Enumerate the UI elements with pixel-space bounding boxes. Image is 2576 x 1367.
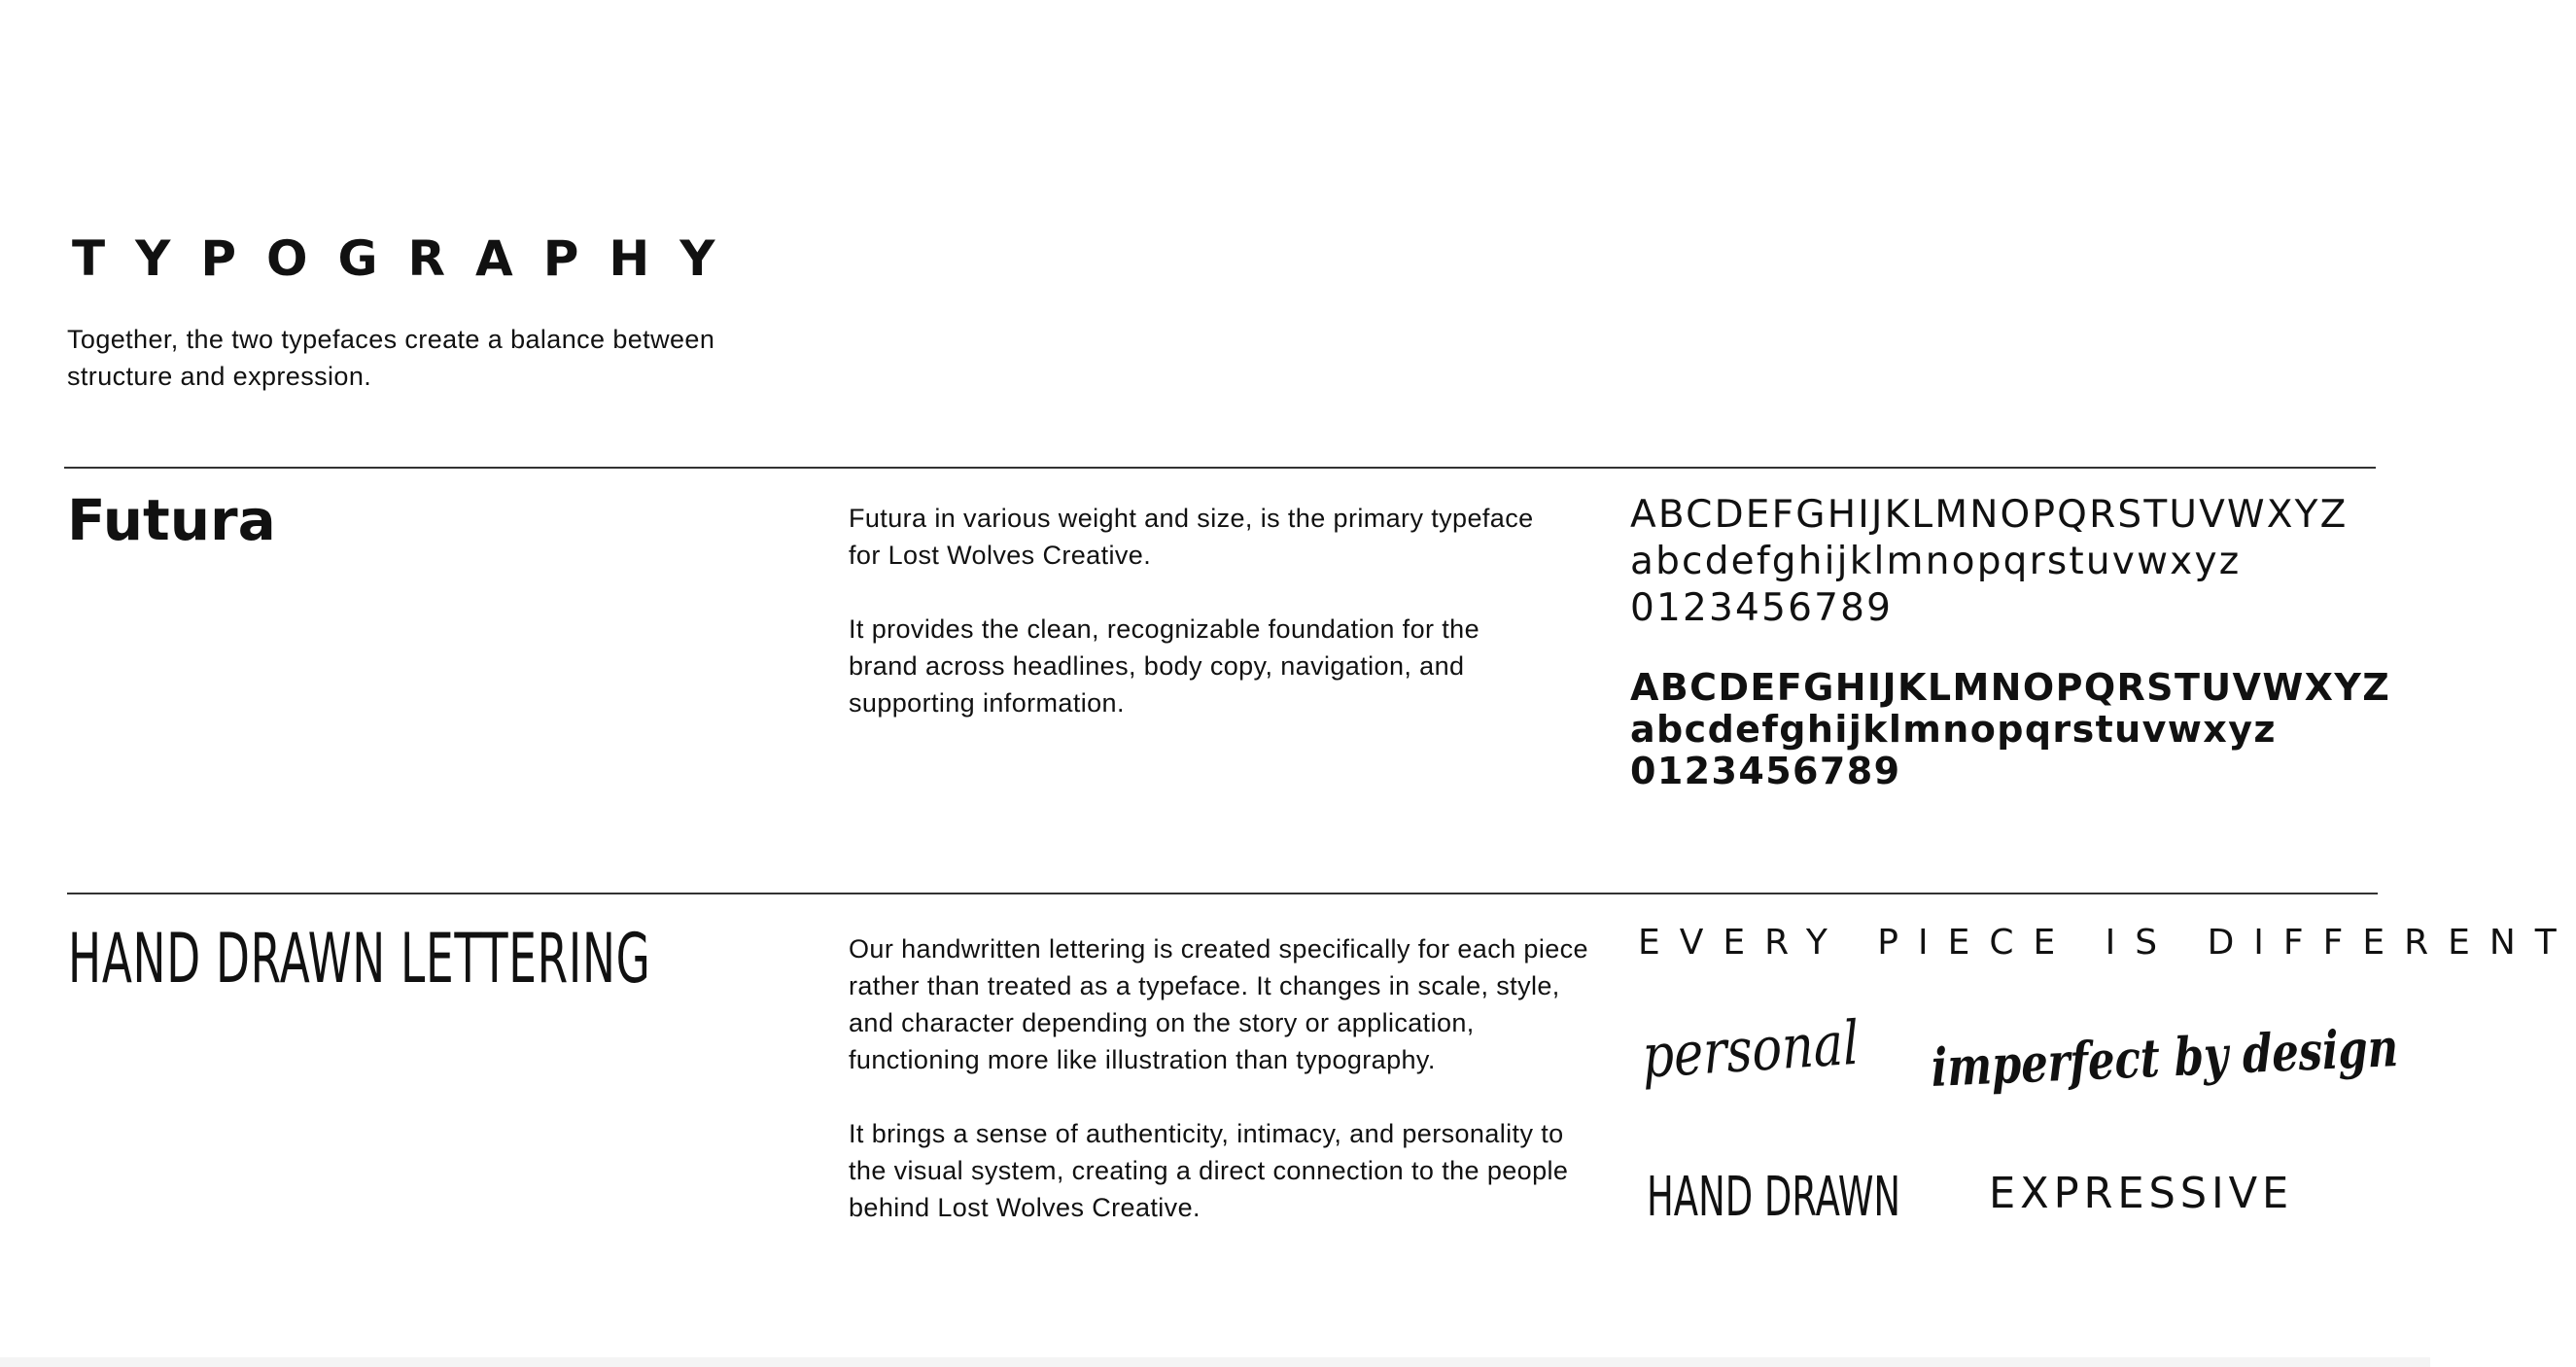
futura-regular-specimen xyxy=(1630,492,2349,632)
specimen-digits: 0123456789 xyxy=(1630,586,1894,630)
specimen-lowercase: abcdefghijklmnopqrstuvwxyz xyxy=(1630,708,2277,751)
section-divider xyxy=(67,893,2378,894)
specimen-digits: 0123456789 xyxy=(1630,750,1901,792)
futura-paragraph: It provides the clean, recognizable foundation for the brand across headlines, body copy, navigation, and supporting information. xyxy=(849,614,1480,718)
specimen-lowercase: abcdefghijklmnopqrstuvwxyz xyxy=(1630,540,2242,583)
section-divider xyxy=(64,467,2376,469)
hand-drawn-paragraph: Our handwritten lettering is created specifically for each piece rather than treated as a typeface. It changes in scale, style, and character depending on the story or application, functioning more like illustration than typography. xyxy=(849,934,1588,1074)
lettering-sample-hand-drawn: HAND DRAWN xyxy=(1647,1166,1901,1229)
page-title: TYPOGRAPHY xyxy=(72,230,746,287)
intro-line: Together, the two typefaces create a balance between xyxy=(67,325,715,354)
lettering-sample-expressive: EXPRESSIVE xyxy=(1989,1169,2294,1218)
lettering-sample-personal: personal xyxy=(1640,1006,1861,1092)
futura-heading: Futura xyxy=(67,487,276,553)
lettering-sample-imperfect: imperfect by design xyxy=(1931,1016,2399,1099)
bottom-band xyxy=(0,1357,2430,1367)
futura-description xyxy=(849,500,1549,721)
intro-line: structure and expression. xyxy=(67,362,372,391)
futura-paragraph: Futura in various weight and size, is the primary typeface for Lost Wolves Creative. xyxy=(849,504,1534,570)
hand-drawn-paragraph: It brings a sense of authenticity, intimacy, and personality to the visual system, creating a direct connection to the people behind Lost Wolves Creative. xyxy=(849,1119,1569,1222)
futura-bold-specimen xyxy=(1630,667,2390,792)
specimen-uppercase: ABCDEFGHIJKLMNOPQRSTUVWXYZ xyxy=(1630,666,2391,709)
intro-text xyxy=(67,321,786,395)
hand-drawn-heading: HAND DRAWN LETTERING xyxy=(68,919,651,999)
hand-drawn-description xyxy=(849,930,1607,1226)
specimen-uppercase: ABCDEFGHIJKLMNOPQRSTUVWXYZ xyxy=(1630,493,2349,537)
lettering-sample-every-piece: EVERY PIECE IS DIFFERENT xyxy=(1638,923,2576,963)
